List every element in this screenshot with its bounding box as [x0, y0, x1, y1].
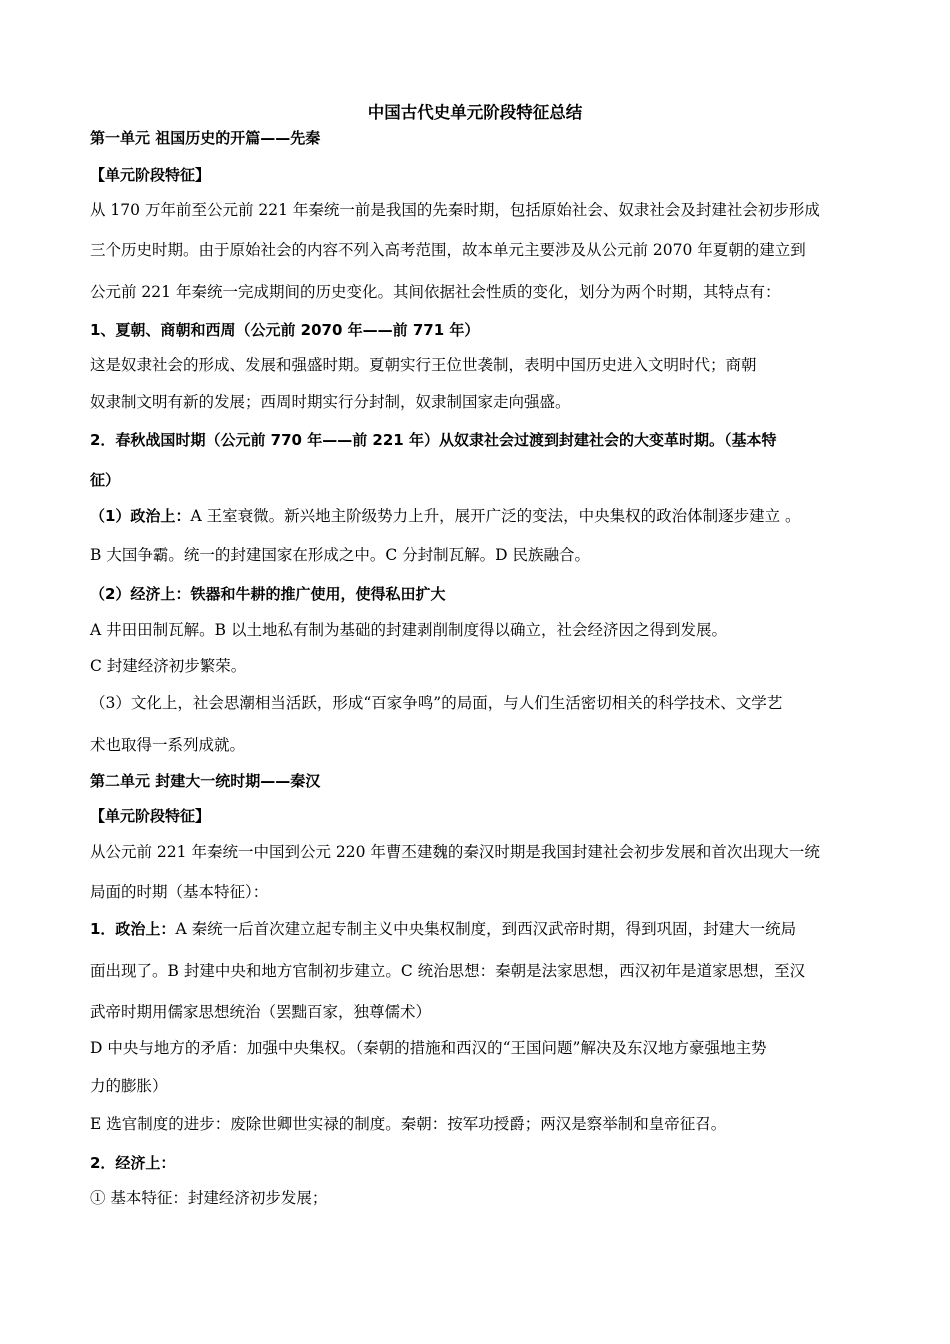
unit1-period1-heading: 1、夏朝、商朝和西周（公元前 2070 年——前 771 年） — [90, 321, 480, 339]
unit2-politics-line: 力的膨胀） — [90, 1077, 168, 1095]
unit1-politics-label: （1）政治上： — [90, 507, 191, 525]
unit1-intro-line: 三个历史时期。由于原始社会的内容不列入高考范围，故本单元主要涉及从公元前 2070 年夏朝的建立到 — [90, 241, 806, 259]
unit1-politics-line — [90, 506, 801, 526]
unit2-politics-line: 面出现了。B 封建中央和地方官制初步建立。C 统治思想：秦朝是法家思想，西汉初年是道家思想，至汉 — [90, 962, 806, 980]
unit1-politics-text2: B 大国争霸。统一的封建国家在形成之中。C 分封制瓦解。D 民族融合。 — [90, 546, 590, 564]
unit1-intro-line: 从 170 万年前至公元前 221 年秦统一前是我国的先秦时期，包括原始社会、奴隶社会及封建社会初步形成 — [90, 201, 820, 219]
unit1-period2-heading: 2．春秋战国时期（公元前 770 年——前 221 年）从奴隶社会过渡到封建社会的大变革时期。（基本特 — [90, 431, 777, 449]
unit1-culture-text: （3）文化上，社会思潮相当活跃，形成“百家争鸣”的局面，与人们生活密切相关的科学技术、文学艺 — [90, 694, 783, 712]
unit1-feature-label: 【单元阶段特征】 — [90, 166, 211, 184]
unit2-economy-line: ① 基本特征：封建经济初步发展； — [90, 1189, 328, 1207]
unit2-politics-label: 1．政治上： — [90, 920, 176, 938]
unit2-politics-line: D 中央与地方的矛盾：加强中央集权。（秦朝的措施和西汉的“王国问题”解决及东汉地方豪强地主势 — [90, 1039, 767, 1057]
unit2-politics-text: A 秦统一后首次建立起专制主义中央集权制度，到西汉武帝时期，得到巩固，封建大一统局 — [175, 920, 797, 938]
unit2-politics-line — [90, 919, 796, 939]
unit1-economy-text: C 封建经济初步繁荣。 — [90, 657, 247, 675]
unit2-politics-line: E 选官制度的进步：废除世卿世实禄的制度。秦朝：按军功授爵；两汉是察举制和皇帝征召。 — [90, 1115, 727, 1133]
unit1-period1-text: 奴隶制文明有新的发展；西周时期实行分封制，奴隶制国家走向强盛。 — [90, 393, 571, 411]
unit1-politics-text: A 王室衰微。新兴地主阶级势力上升，展开广泛的变法，中央集权的政治体制逐步建立 。 — [190, 507, 801, 525]
unit1-economy-text: A 井田田制瓦解。B 以土地私有制为基础的封建剥削制度得以确立，社会经济因之得到发展。 — [90, 621, 727, 639]
unit1-economy-heading: （2）经济上：铁器和牛耕的推广使用，使得私田扩大 — [90, 585, 446, 603]
unit1-period1-text: 这是奴隶社会的形成、发展和强盛时期。夏朝实行王位世袭制，表明中国历史进入文明时代；商朝 — [90, 356, 757, 374]
unit2-politics-line: 武帝时期用儒家思想统治（罢黜百家，独尊儒术） — [90, 1003, 432, 1021]
unit2-intro-line: 从公元前 221 年秦统一中国到公元 220 年曹丕建魏的秦汉时期是我国封建社会初步发展和首次出现大一统 — [90, 843, 820, 861]
unit2-intro-line: 局面的时期（基本特征）： — [90, 883, 269, 901]
unit2-economy-heading: 2．经济上： — [90, 1154, 176, 1172]
unit1-intro-line: 公元前 221 年秦统一完成期间的历史变化。其间依据社会性质的变化，划分为两个时期，其特点有： — [90, 283, 781, 301]
unit2-feature-label: 【单元阶段特征】 — [90, 807, 211, 825]
unit2-heading: 第二单元 封建大一统时期——秦汉 — [90, 772, 321, 790]
unit1-heading: 第一单元 祖国历史的开篇——先秦 — [90, 129, 321, 147]
unit1-culture-text: 术也取得一系列成就。 — [90, 736, 246, 754]
document-title: 中国古代史单元阶段特征总结 — [367, 103, 583, 122]
unit1-period2-heading-cont: 征） — [90, 471, 121, 489]
